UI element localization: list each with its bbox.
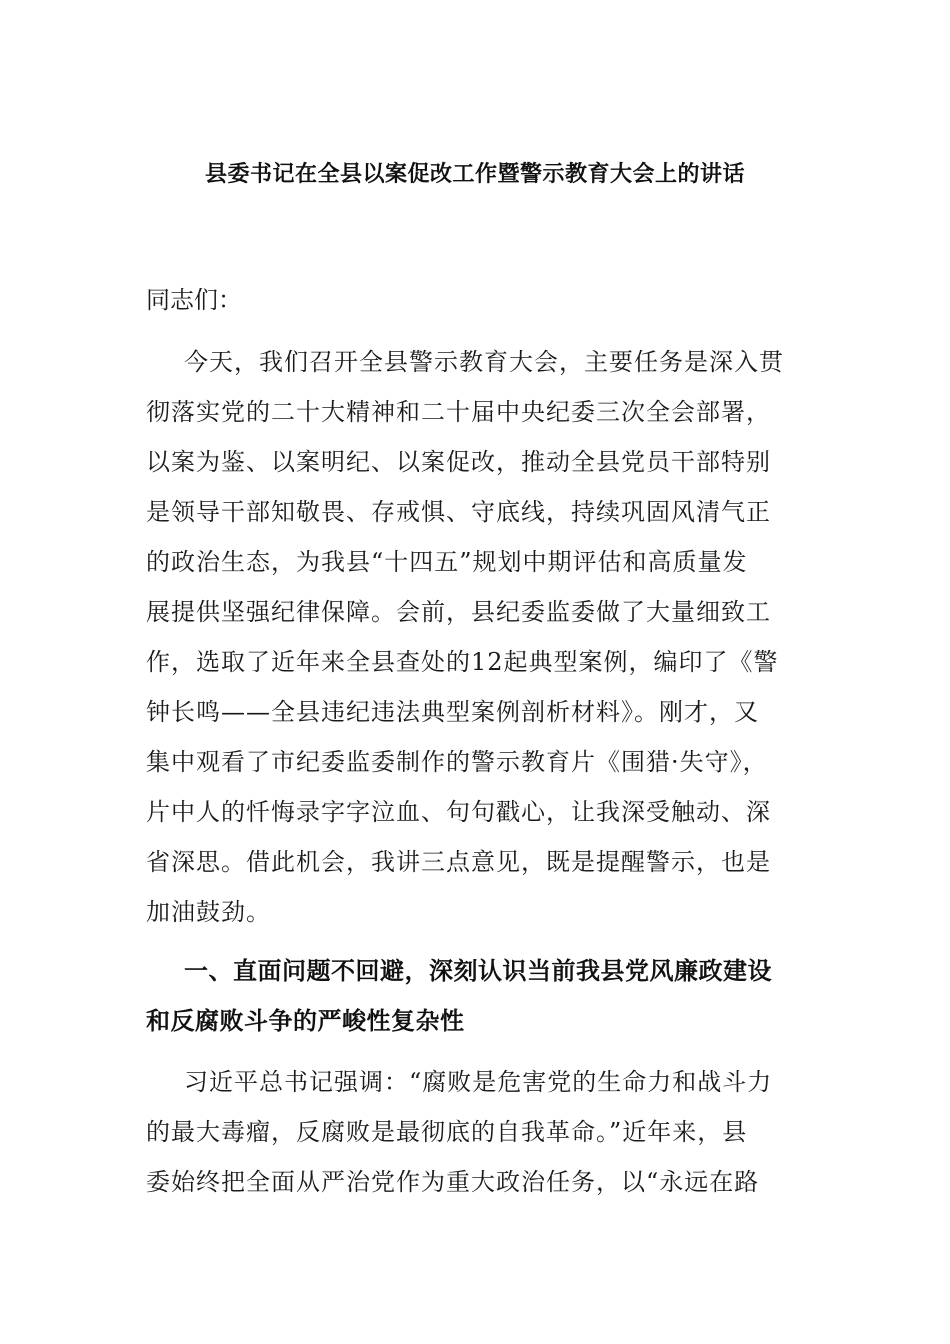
paragraph-line: 委始终把全面从严治党作为重大政治任务，以“永远在路 xyxy=(146,1168,760,1196)
paragraph-line: 今天，我们召开全县警示教育大会，主要任务是深入贯 xyxy=(184,348,784,376)
paragraph-line: 彻落实党的二十大精神和二十届中央纪委三次全会部署， xyxy=(146,398,771,426)
paragraph-line: 的政治生态，为我县“十四五”规划中期评估和高质量发 xyxy=(146,548,748,576)
paragraph-line: 习近平总书记强调：“腐败是危害党的生命力和战斗力 xyxy=(184,1068,773,1096)
paragraph-line: 展提供坚强纪律保障。会前，县纪委监委做了大量细致工 xyxy=(146,598,771,626)
paragraph-line: 是领导干部知敬畏、存戒惧、守底线，持续巩固风清气正 xyxy=(146,498,771,526)
paragraph-line: 以案为鉴、以案明纪、以案促改，推动全县党员干部特别 xyxy=(146,448,771,476)
paragraph-line: 钟长鸣——全县违纪违法典型案例剖析材料》。刚才，又 xyxy=(146,698,759,726)
heading-line: 和反腐败斗争的严峻性复杂性 xyxy=(146,1007,465,1035)
document-title: 县委书记在全县以案促改工作暨警示教育大会上的讲话 xyxy=(204,162,745,187)
paragraph-line: 作，选取了近年来全县查处的12起典型案例，编印了《警 xyxy=(146,648,779,676)
paragraph-line: 集中观看了市纪委监委制作的警示教育片《围猎·失守》， xyxy=(146,748,768,776)
intro-paragraph xyxy=(146,337,806,937)
salutation: 同志们： xyxy=(146,286,242,314)
paragraph-line: 片中人的忏悔录字字泣血、句句戳心，让我深受触动、深 xyxy=(146,798,771,826)
paragraph-line: 加油鼓劲。 xyxy=(146,898,271,926)
heading-line: 一、直面问题不回避，深刻认识当前我县党风廉政建设 xyxy=(184,957,772,985)
section-paragraph xyxy=(146,1057,806,1207)
section-heading xyxy=(146,946,806,1046)
paragraph-line: 的最大毒瘤，反腐败是最彻底的自我革命。”近年来，县 xyxy=(146,1118,748,1146)
paragraph-line: 省深思。借此机会，我讲三点意见，既是提醒警示，也是 xyxy=(146,848,771,876)
